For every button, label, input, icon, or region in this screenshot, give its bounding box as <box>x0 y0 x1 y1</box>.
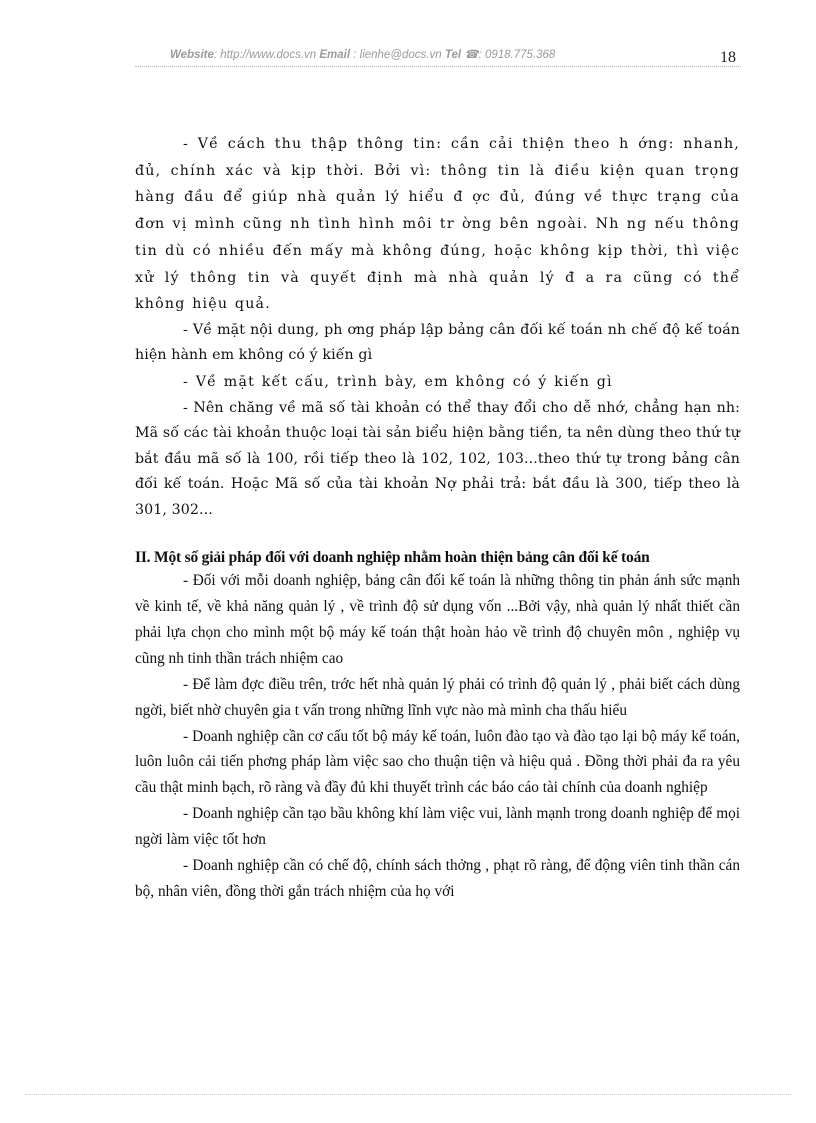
paragraph: - Về cách thu thập thông tin: cần cải thiện theo h ớng: nhanh, đủ, chính xác và kịp thời. Bởi vì: thông tin là điều kiện quan trọng hàng đầu để giúp nhà quản lý hiểu đ ợc đủ, đúng về thực trạng của đơn vị mình cũng nh tình hình môi tr ờng bên ngoài. Nh ng nếu thông tin dù có nhiều đến mấy mà không đúng, hoặc không kịp thời, thì việc xử lý thông tin và quyết định mà nhà quản lý đ a ra cũng có thể không hiệu quả. <box>135 136 740 313</box>
footer-divider <box>25 1094 791 1095</box>
paragraph: - Doanh nghiệp cần cơ cấu tốt bộ máy kế toán, luôn đào tạo và đào tạo lại bộ máy kế toán, luôn luôn cải tiến phơng pháp làm việc sao cho thuận tiện và hiệu quả . Đồng thời phải đa ra yêu cầu thật minh bạch, rõ ràng và đầy đủ khi thuyết trình các báo cáo tài chính của doanh nghiệp <box>135 727 740 797</box>
page-header <box>170 47 740 67</box>
website-value: : http://www.docs.vn <box>213 49 317 61</box>
paragraph: - Về mặt nội dung, ph ơng pháp lập bảng cân đối kế toán nh chế độ kế toán hiện hành em không có ý kiến gì <box>135 321 740 364</box>
paragraph: - Để làm đợc điều trên, trớc hết nhà quản lý phải có trình độ quản lý , phải biết cách dùng ngời, biết nhờ chuyên gia t vấn trong những lĩnh vực nào mà mình cha thấu hiểu <box>135 675 740 719</box>
paragraph: - Nên chăng về mã số tài khoản có thể thay đổi cho dễ nhớ, chẳng hạn nh: Mã số các tài khoản thuộc loại tài sản biểu hiện bằng tiền, ta nên dùng theo thứ tự bắt đầu mã số là 100, rồi tiếp theo là 102, 102, 103...theo thứ tự trong bảng cân đối kế toán. Hoặc Mã số của tài khoản Nợ phải trả: bắt đầu là 300, tiếp theo là 301, 302... <box>135 399 740 518</box>
email-value: : lienhe@docs.vn <box>353 49 442 61</box>
paragraph: - Về mặt kết cấu, trình bày, em không có ý kiến gì <box>183 373 613 390</box>
paragraph: - Đối với mỗi doanh nghiệp, bảng cân đối kế toán là những thông tin phản ánh sức mạnh về kinh tế, về khả năng quản lý , về trình độ sử dụng vốn ...Bởi vậy, nhà quản lý nhất thiết cần phải lựa chọn cho mình một bộ máy kế toán thật hoàn hảo về trình độ chuyên môn , nghiệp vụ cũng nh tinh thần trách nhiệm cao <box>135 572 740 667</box>
paragraph: - Doanh nghiệp cần có chế độ, chính sách thởng , phạt rõ ràng, để động viên tinh thần cán bộ, nhân viên, đồng thời gắn trách nhiệm của họ với <box>135 857 740 900</box>
page-number: 18 <box>720 49 736 66</box>
section-heading: II. Một số giải pháp đối với doanh nghiệp nhằm hoàn thiện bảng cân đối kế toán <box>135 549 650 567</box>
tel-label: Tel <box>444 49 462 61</box>
email-label: Email <box>319 49 351 61</box>
paragraph: - Doanh nghiệp cần tạo bầu không khí làm việc vui, lành mạnh trong doanh nghiệp để mọi ngời làm việc tốt hơn <box>135 805 740 849</box>
tel-value: : 0918.775.368 <box>478 49 556 61</box>
website-label: Website <box>170 49 214 61</box>
document-body <box>135 131 740 905</box>
phone-icon: ☎ <box>464 49 479 61</box>
header-divider <box>135 66 741 67</box>
